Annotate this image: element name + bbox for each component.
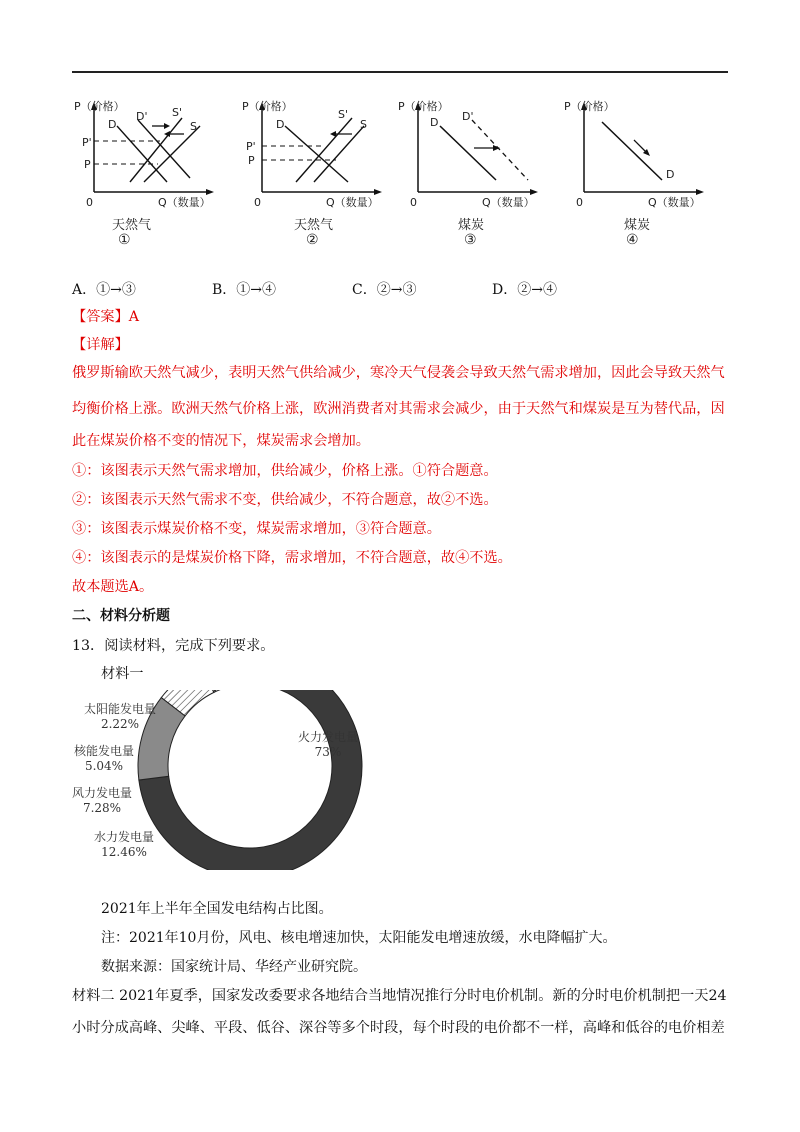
header-rule <box>72 71 728 73</box>
option-b: B．①→④ <box>212 282 277 298</box>
demand-line-d <box>440 126 496 180</box>
supply-demand-graph-1 <box>72 96 222 248</box>
graph-caption: 煤炭 <box>624 218 651 233</box>
d-label: D <box>666 168 675 181</box>
quantity-axis-label: Q（数量） <box>158 196 211 209</box>
p-label: P <box>84 158 91 171</box>
d-label: D <box>276 118 285 131</box>
origin-label: 0 <box>576 196 583 209</box>
chart-note: 注：2021年10月份，风电、核电增速加快，太阳能发电增速放缓，水电降幅扩大。 <box>101 930 617 946</box>
graph-caption: 煤炭 <box>458 218 485 233</box>
p2-label: P' <box>246 140 256 153</box>
graph-number: ④ <box>626 232 639 248</box>
material2-line: 小时分成高峰、尖峰、平段、低谷、深谷等多个时段，每个时段的电价都不一样，高峰和低谷的电价相差 <box>72 1020 725 1036</box>
d2-label: D' <box>462 110 474 123</box>
chart-caption: 2021年上半年全国发电结构占比图。 <box>101 901 333 917</box>
price-axis-label: P（价格） <box>242 100 293 113</box>
detail-line: ③：该图表示煤炭价格不变，煤炭需求增加，③符合题意。 <box>72 521 441 537</box>
supply-demand-graph-2 <box>240 96 390 248</box>
origin-label: 0 <box>410 196 417 209</box>
slice-name: 水力发电量 <box>94 830 155 844</box>
detail-line: 故本题选A。 <box>72 579 154 595</box>
s2-label: S' <box>172 106 183 119</box>
slice-value: 7.28% <box>82 801 122 815</box>
graph-number: ③ <box>464 232 477 248</box>
material2-line: 材料二 2021年夏季，国家发改委要求各地结合当地情况推行分时电价机制。新的分时电价机制把一天24 <box>72 988 727 1004</box>
detail-line: ①：该图表示天然气需求增加，供给减少，价格上涨。①符合题意。 <box>72 463 498 479</box>
graph-caption: 天然气 <box>294 218 334 233</box>
detail-line: 均衡价格上涨。欧洲天然气价格上涨，欧洲消费者对其需求会减少，由于天然气和煤炭是互为替代品，因 <box>72 401 725 417</box>
detail-line: 此在煤炭价格不变的情况下，煤炭需求会增加。 <box>72 433 370 449</box>
d-label: D <box>108 118 117 131</box>
answer-value: A <box>128 309 140 325</box>
question-text: 13．阅读材料，完成下列要求。 <box>72 638 275 654</box>
option-d: D．②→④ <box>492 282 557 298</box>
slice-label-nuclear <box>74 744 134 774</box>
graph-number: ② <box>306 232 319 248</box>
slice-value: 2.22% <box>100 717 140 731</box>
graph-caption: 天然气 <box>112 218 152 233</box>
data-source: 数据来源：国家统计局、华经产业研究院。 <box>101 959 367 975</box>
slice-label-thermal <box>298 730 358 760</box>
quantity-axis-label: Q（数量） <box>482 196 535 209</box>
slice-value: 5.04% <box>84 759 124 773</box>
d-label: D <box>430 116 439 129</box>
supply-demand-graph-3 <box>396 96 546 248</box>
price-axis-label: P（价格） <box>74 100 125 113</box>
s-label: S <box>190 120 197 133</box>
demand-line-d <box>117 126 167 182</box>
origin-label: 0 <box>254 196 261 209</box>
price-axis-label: P（价格） <box>398 100 449 113</box>
slice-name: 风力发电量 <box>72 786 133 800</box>
detail-line: ②：该图表示天然气需求不变，供给减少，不符合题意，故②不选。 <box>72 492 498 508</box>
demand-line-d2 <box>472 120 528 180</box>
slice-label-solar <box>84 702 156 732</box>
slice-label-wind <box>72 786 132 816</box>
detail-line: ④：该图表示的是煤炭价格下降，需求增加，不符合题意，故④不选。 <box>72 550 512 566</box>
s2-label: S' <box>338 108 349 121</box>
slice-name: 核能发电量 <box>74 744 135 758</box>
detail-line: 俄罗斯输欧天然气减少，表明天然气供给减少，寒冷天气侵袭会导致天然气需求增加，因此会导致天然气 <box>72 365 725 381</box>
material1-label: 材料一 <box>101 666 144 682</box>
quantity-axis-label: Q（数量） <box>648 196 701 209</box>
slice-name: 火力发电量 <box>298 730 359 744</box>
price-axis-label: P（价格） <box>564 100 615 113</box>
option-a: A．①→③ <box>72 282 136 298</box>
s-label: S <box>360 118 367 131</box>
answer-line <box>72 307 139 327</box>
p-label: P <box>248 154 255 167</box>
quantity-axis-label: Q（数量） <box>326 196 379 209</box>
option-c: C．②→③ <box>352 282 417 298</box>
supply-line-s2 <box>296 118 352 182</box>
detail-heading: 【详解】 <box>72 337 129 353</box>
demand-line-d <box>602 122 662 180</box>
graph-number: ① <box>118 232 131 248</box>
slice-value: 12.46% <box>101 845 147 859</box>
slice-value: 73% <box>314 745 342 759</box>
slice-label-hydro <box>94 830 154 860</box>
d2-label: D' <box>136 110 148 123</box>
supply-demand-graph-4 <box>562 96 712 248</box>
p2-label: P' <box>82 136 92 149</box>
section-title: 二、材料分析题 <box>72 608 170 624</box>
origin-label: 0 <box>86 196 93 209</box>
slice-name: 太阳能发电量 <box>84 702 157 716</box>
answer-bracket: 【答案】 <box>72 309 129 325</box>
